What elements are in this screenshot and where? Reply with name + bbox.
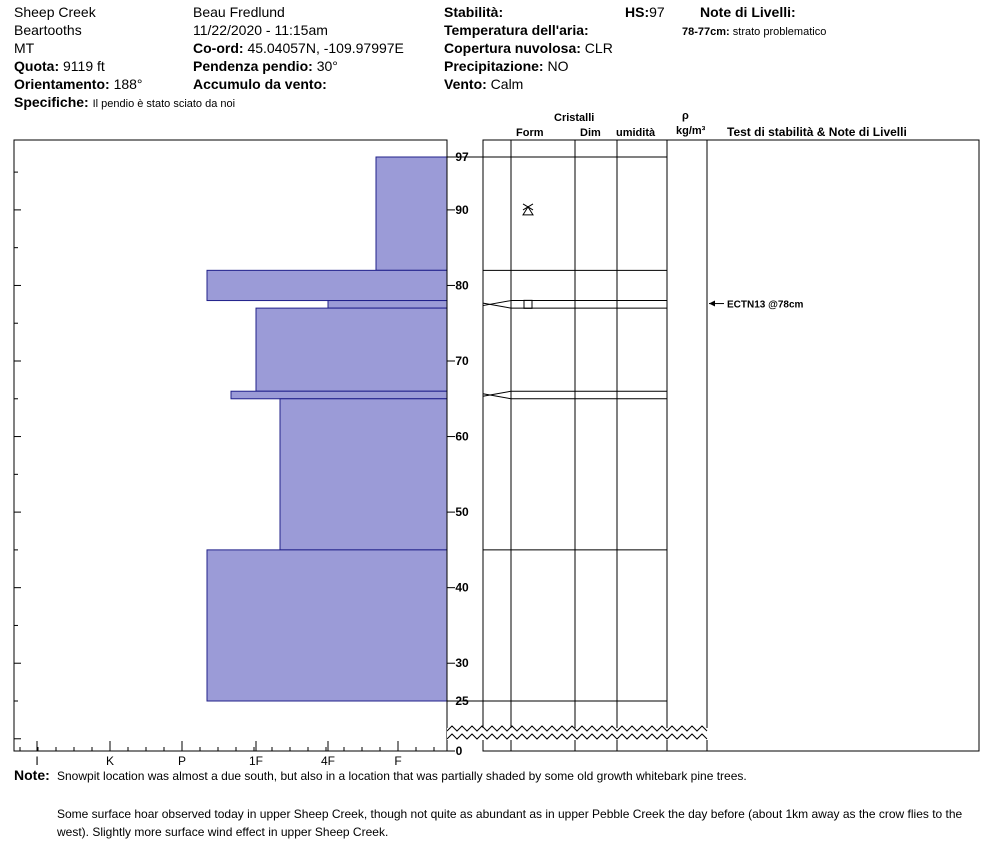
coord-value: 45.04057N, -109.97997E (247, 40, 404, 56)
stability-test-label: ECTN13 @78cm (727, 299, 804, 311)
hardness-bar-3 (256, 308, 447, 391)
depth-label-50: 50 (455, 505, 469, 520)
air-temp-label: Temperatura dell'aria: (444, 22, 589, 38)
notes-line-3: west). Slightly more surface wind effect in upper Sheep Creek. (57, 825, 389, 839)
stability-test-arrowhead (709, 301, 715, 307)
layer-connector-65 (483, 394, 511, 399)
aspect-label: Orientamento: (14, 76, 110, 92)
layer-connector-66 (483, 391, 511, 396)
depth-label-30: 30 (455, 656, 469, 671)
slope-value: 30° (316, 58, 338, 74)
precip-label: Precipitazione: (444, 58, 544, 74)
stability-notes-header: Test di stabilità & Note di Livelli (727, 125, 907, 139)
aspect-value: 188° (113, 76, 143, 92)
depth-label-40: 40 (455, 580, 469, 595)
hardness-label-1F: 1F (248, 754, 264, 768)
wind-value: Calm (490, 76, 524, 92)
hardness-label-K: K (105, 754, 115, 768)
depth-label-70: 70 (455, 354, 469, 368)
layer-connector-78 (483, 301, 511, 306)
hardness-label-P: P (177, 754, 187, 768)
state: MT (14, 40, 35, 56)
crystal-panel-frame (483, 140, 979, 751)
depth-label-90: 90 (455, 202, 469, 217)
mountain-range: Beartooths (14, 22, 82, 38)
cloud-label: Copertura nuvolosa: (444, 40, 581, 56)
wind-label: Vento: (444, 76, 487, 92)
depth-label-0: 0 (455, 744, 463, 758)
wind-loading-label: Accumulo da vento: (193, 76, 327, 92)
size-header: Dim (580, 127, 601, 139)
hardness-bar-6 (207, 550, 447, 701)
hardness-label-I: I (35, 754, 39, 768)
specifics-value: Il pendio è stato sciato da noi (92, 98, 236, 110)
datetime: 11/22/2020 - 11:15am (193, 22, 328, 38)
hardness-label-4F: 4F (320, 754, 336, 768)
moisture-header: umidità (616, 127, 656, 139)
hardness-bar-0 (376, 157, 447, 270)
layer-connector-77 (483, 303, 511, 308)
stability-label: Stabilità: (444, 4, 504, 20)
depth-label-97: 97 (455, 150, 469, 164)
form-header: Form (516, 127, 544, 139)
depth-label-80: 80 (455, 278, 469, 293)
location-name: Sheep Creek (14, 4, 96, 20)
hardness-bar-1 (207, 270, 447, 300)
hardness-bar-4 (231, 391, 447, 399)
notes-line-2: Some surface hoar observed today in upper Sheep Creek, though not quite as abundant as in upper Pebble Creek the day before (about 1km away as the crow flies to the (57, 807, 963, 821)
elevation-value: 9119 ft (63, 58, 105, 74)
hardness-bar-2 (328, 301, 447, 309)
slope-label: Pendenza pendio: (193, 58, 313, 74)
hs-value: 97 (649, 4, 665, 20)
hardness-bar-5 (280, 399, 447, 550)
hs-label: HS: (625, 4, 650, 20)
density-unit-header: kg/m³ (676, 125, 706, 137)
cloud-value: CLR (584, 40, 613, 56)
depth-label-60: 60 (455, 429, 469, 444)
layer-note-text: strato problematico (732, 26, 827, 38)
elevation-label: Quota: (14, 58, 60, 74)
crystals-header: Cristalli (554, 112, 595, 124)
grain-faceted-rounded-icon (523, 204, 533, 215)
layer-note-range: 78-77cm: (682, 26, 730, 38)
precip-value: NO (547, 58, 569, 74)
hardness-label-F: F (394, 754, 402, 768)
depth-label-25: 25 (455, 694, 469, 708)
notes-line-1: Snowpit location was almost a due south, but also in a location that was partially shaded by some old growth whitebark pine trees. (57, 769, 747, 783)
layer-notes-label: Note di Livelli: (700, 4, 796, 20)
grain-triangle (523, 207, 533, 215)
specifics-label: Specifiche: (14, 94, 89, 110)
coord-label: Co-ord: (193, 40, 244, 56)
notes-label: Note: (14, 767, 50, 783)
grain-square-icon (524, 300, 532, 308)
rho-header: ρ (682, 110, 689, 122)
observer: Beau Fredlund (193, 4, 285, 20)
